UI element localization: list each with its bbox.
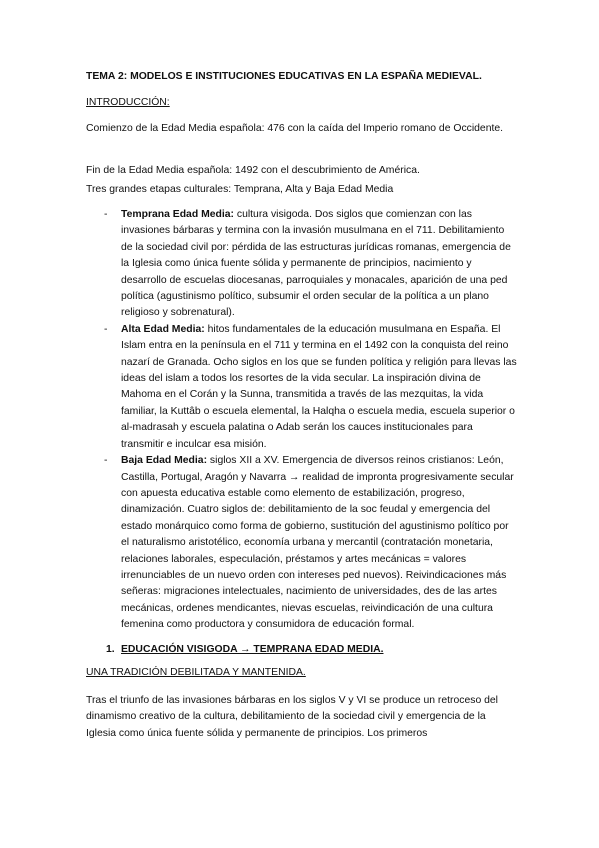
intro-paragraph-start: Comienzo de la Edad Media española: 476 con la caída del Imperio romano de Occidente.: [86, 123, 504, 134]
stage-label: Temprana Edad Media:: [121, 209, 234, 220]
intro-heading: INTRODUCCIÓN:: [86, 97, 170, 108]
list-item: [86, 207, 518, 322]
bullet-dash: -: [104, 209, 108, 220]
section-heading: [106, 642, 526, 658]
section-number: 1.: [106, 644, 115, 655]
document-title: TEMA 2: MODELOS E INSTITUCIONES EDUCATIVAS EN LA ESPAÑA MEDIEVAL.: [86, 71, 482, 82]
stage-text: siglos XII a XV. Emergencia de diversos reinos cristianos: León, Castilla, Portugal, Aragón y Navarra → realidad de impronta progresivamente secular con apuesta educativa estable como elemento de estabilización, progreso, dinamización. Cuatro siglos de: debilitamiento de la soc feudal y emergencia del estado monárquico como forma de gobierno, sustitución del agustinismo político por el naturalismo aristotélico, economía urbana y mercantil (contratación monetaria, relaciones laborales, especulación, préstamos y artes mecánicas = valores irrenunciables de un nuevo orden con intereses ped nuevos). Reivindicaciones más señeras: migraciones intelectuales, nacimiento de universidades, des de las artes mecánicas, ordenes mendicantes, nievas escuelas, reivindicación de una cultura femenina como productora y consumidora de educación formal.: [121, 455, 514, 631]
section-title: EDUCACIÓN VISIGODA → TEMPRANA EDAD MEDIA.: [121, 644, 384, 655]
stage-label: Baja Edad Media:: [121, 455, 208, 467]
bullet-dash: -: [104, 455, 108, 467]
list-item: [86, 322, 518, 453]
bullet-dash: -: [104, 323, 108, 335]
stages-list: [86, 207, 518, 634]
stage-label: Alta Edad Media:: [121, 323, 205, 335]
section-subheading: UNA TRADICIÓN DEBILITADA Y MANTENIDA.: [86, 667, 306, 678]
intro-paragraph-end: Fin de la Edad Media española: 1492 con el descubrimiento de América.: [86, 165, 420, 176]
section-paragraph: Tras el triunfo de las invasiones bárbaras en los siglos V y VI se produce un retroceso del dinamismo creativo de la cultura, debilitamiento de la sociedad civil y emergencia de la Iglesia como única fuente sólida y permanente de principios. Los primeros: [86, 695, 498, 739]
intro-paragraph-stages: Tres grandes etapas culturales: Temprana, Alta y Baja Edad Media: [86, 184, 394, 195]
list-item: [86, 453, 518, 633]
stage-text: hitos fundamentales de la educación musulmana en España. El Islam entra en la península en el 711 y termina en el 1492 con la conquista del reino nazarí de Granada. Ocho siglos en los que se funden política y religión para llevas las ideas del islam a todos los resortes de la vida secular. La inspiración divina de Mahoma en el Corán y la Sunna, transmitida a través de las mezquitas, la vida familiar, la Kuttâb o escuela elemental, la Halqha o escuela media, escuela superior o al-madrasah y escuela palatina o Adab serán los cauces institucionales para transmitir e inculcar esa misión.: [121, 323, 517, 450]
stage-text: cultura visigoda. Dos siglos que comienzan con las invasiones bárbaras y termina con la invasión musulmana en el 711. Debilitamiento de la sociedad civil por: pérdida de las estructuras jurídicas romanas, emergencia de la Iglesia como única fuente sólida y permanente de principios, nacimiento y desarrollo de escuelas diocesanas, parroquiales y monacales, aparición de una ped política (agustinismo político, subsumir el orden secular de la política a un plano religioso y sobrenatural).: [121, 209, 511, 319]
